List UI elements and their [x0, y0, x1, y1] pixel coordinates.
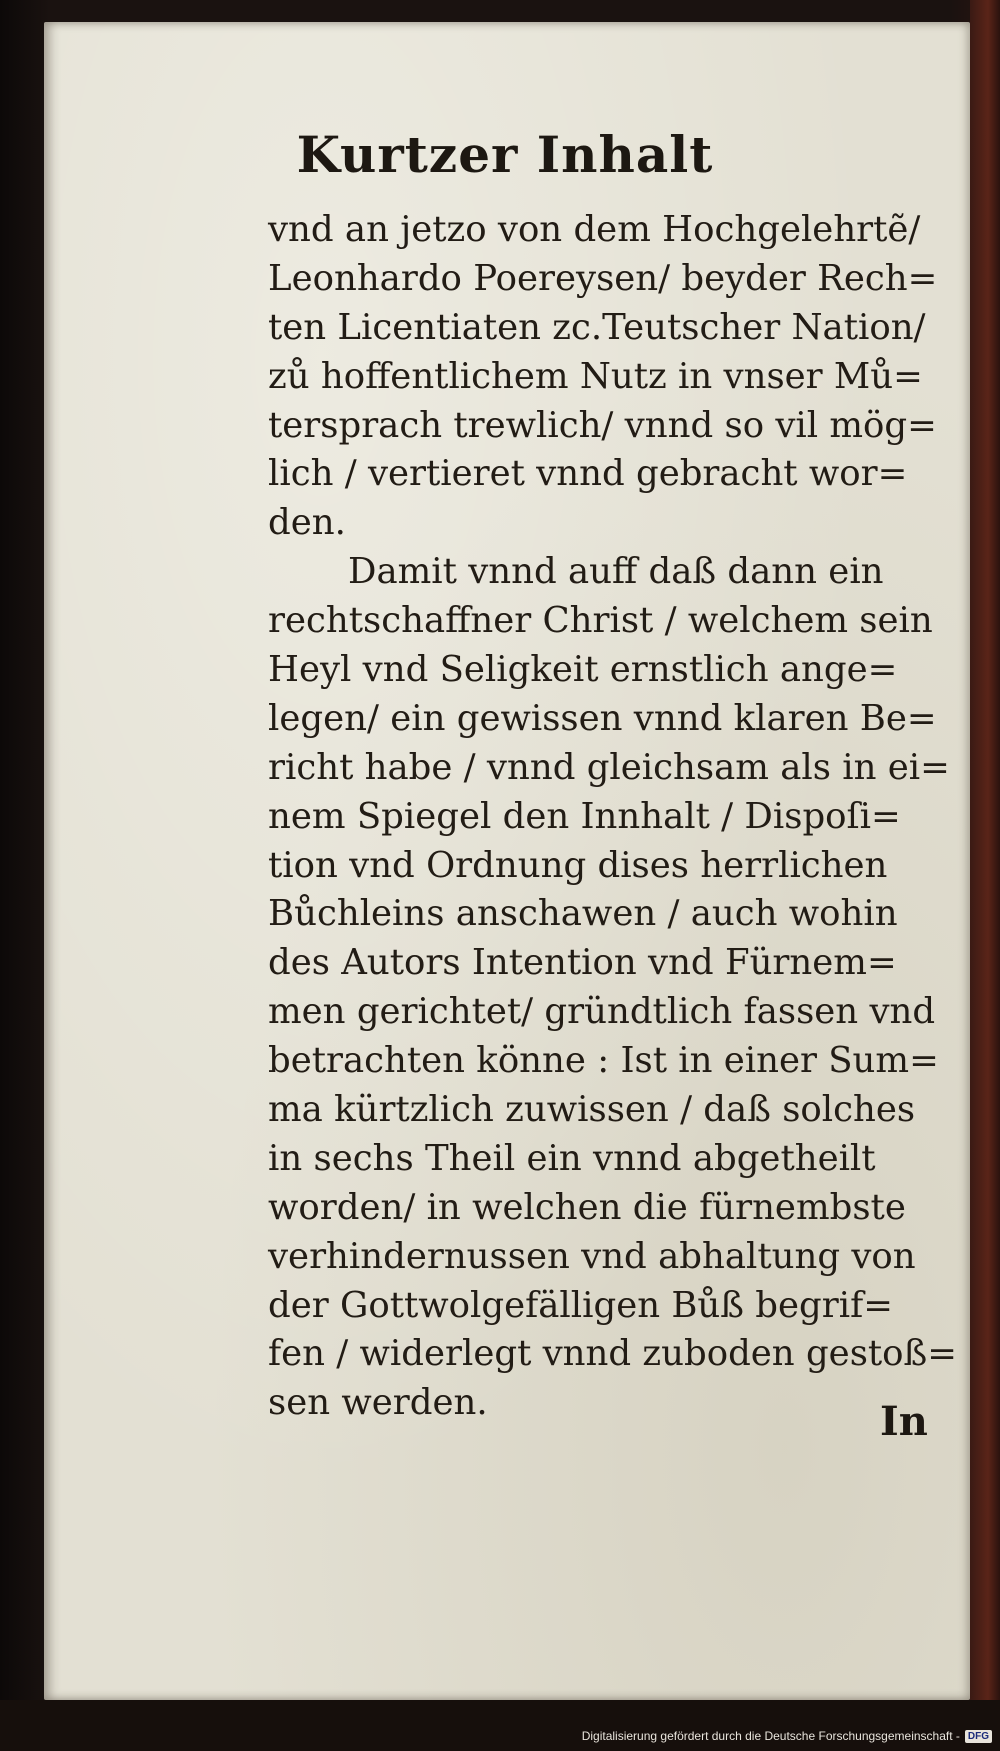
body-text — [268, 206, 958, 1428]
text-line: worden/ in welchen die fürnembste — [268, 1186, 906, 1228]
running-head: Kurtzer Inhalt — [296, 125, 714, 184]
text-line: des Autors Intention vnd Fürnem= — [268, 942, 897, 984]
text-line: men gerichtet/ gründtlich fassen vnd — [268, 991, 936, 1033]
text-line: lich / vertieret vnnd gebracht wor= — [268, 453, 908, 495]
text-line: nem Spiegel den Innhalt / Dispoſi= — [268, 795, 901, 837]
text-line: rechtschaffner Christ / welchem sein — [268, 600, 933, 642]
text-line: in sechs Theil ein vnnd abgetheilt — [268, 1137, 876, 1179]
text-line: ma kürtzlich zuwissen / daß solches — [268, 1089, 916, 1131]
catchword: In — [880, 1398, 928, 1445]
text-line: verhindernussen vnd abhaltung von — [268, 1235, 916, 1277]
text-line: sen werden. — [268, 1382, 488, 1424]
text-line: Bůchleins anschawen / auch wohin — [268, 893, 898, 935]
text-line: vnd an jetzo von dem Hochgelehrtẽ/ — [268, 209, 921, 250]
text-line: Heyl vnd Seligkeit ernstlich ange= — [268, 649, 898, 691]
text-line: tion vnd Ordnung dises herrlichen — [268, 844, 888, 886]
footer-credit: Digitalisierung gefördert durch die Deutsche Forschungsgemeinschaft - — [581, 1729, 960, 1743]
adjacent-page-edge — [970, 0, 1000, 1751]
text-line: Damit vnnd auff daß dann ein — [348, 551, 884, 593]
text-line: der Gottwolgefälligen Bůß begrif= — [268, 1284, 893, 1326]
text-line: betrachten könne : Ist in einer Sum= — [268, 1040, 939, 1082]
text-line: tersprach trewlich/ vnnd so vil mög= — [268, 404, 937, 446]
text-line: richt habe / vnnd gleichsam als in ei= — [268, 746, 950, 788]
digitization-footer — [582, 1729, 992, 1743]
text-line: den. — [268, 502, 346, 544]
text-line: Leonhardo Poereysen/ beyder Rech= — [268, 257, 938, 299]
scan-bottom-strip — [0, 1700, 1000, 1751]
text-line: legen/ ein gewissen vnnd klaren Be= — [268, 697, 937, 739]
text-line: fen / widerlegt vnnd zuboden gestoß= — [268, 1333, 958, 1375]
text-line: zů hoffentlichem Nutz in vnser Mů= — [268, 355, 923, 397]
dfg-logo: DFG — [965, 1730, 992, 1743]
text-line: ten Licentiaten zc.Teutscher Nation/ — [268, 306, 926, 348]
